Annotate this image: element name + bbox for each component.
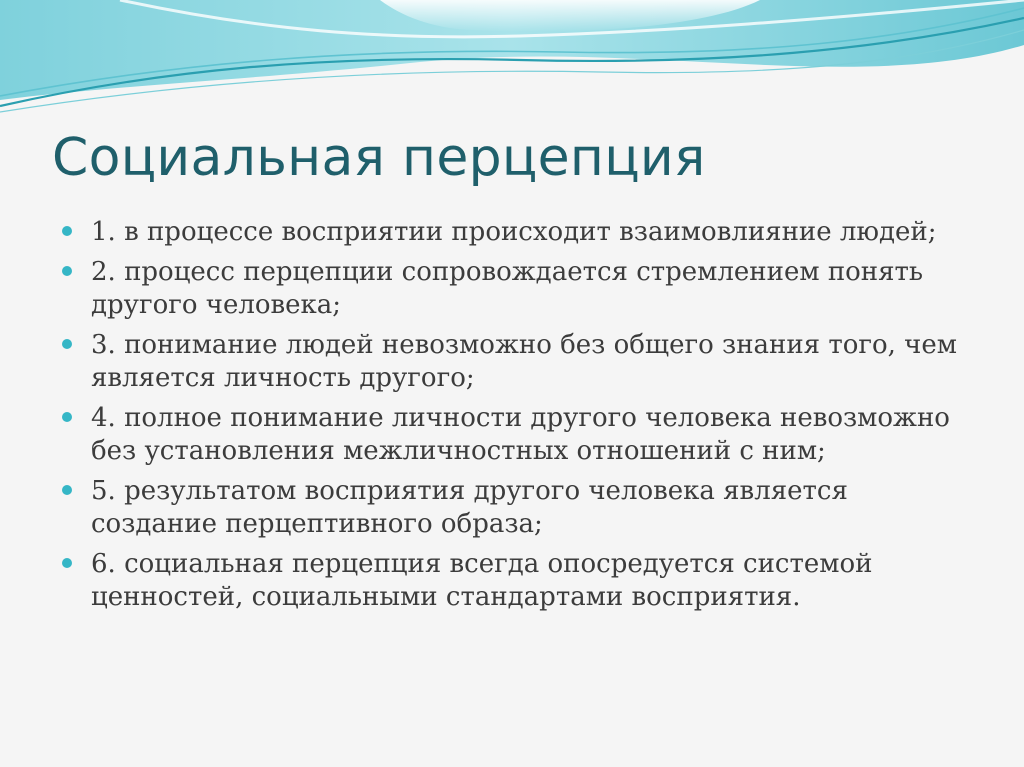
list-item-text: 5. результатом восприятия другого человека является создание перцептивного образа; <box>91 476 848 539</box>
list-item-text: 6. социальная перцепция всегда опосредуется системой ценностей, социальными стандартами восприятия. <box>91 549 873 612</box>
bullet-list <box>60 216 980 621</box>
list-item-text: 2. процесс перцепции сопровождается стремлением понять другого человека; <box>91 257 924 320</box>
bullet-icon <box>62 558 72 568</box>
list-item <box>60 548 980 614</box>
slide-title: Социальная перцепция <box>52 128 706 188</box>
list-item-text: 4. полное понимание личности другого человека невозможно без установления межличностных отношений с ним; <box>91 403 950 466</box>
bullet-icon <box>62 226 72 236</box>
list-item <box>60 329 980 395</box>
bullet-icon <box>62 339 72 349</box>
bullet-icon <box>62 266 72 276</box>
list-item-text: 3. понимание людей невозможно без общего знания того, чем является личность другого; <box>91 330 957 393</box>
list-item <box>60 256 980 322</box>
list-item-text: 1. в процессе восприятии происходит взаимовлияние людей; <box>91 217 937 247</box>
wave-header-decoration <box>0 0 1024 130</box>
list-item <box>60 216 980 249</box>
bullet-icon <box>62 412 72 422</box>
list-item <box>60 402 980 468</box>
bullet-icon <box>62 485 72 495</box>
list-item <box>60 475 980 541</box>
